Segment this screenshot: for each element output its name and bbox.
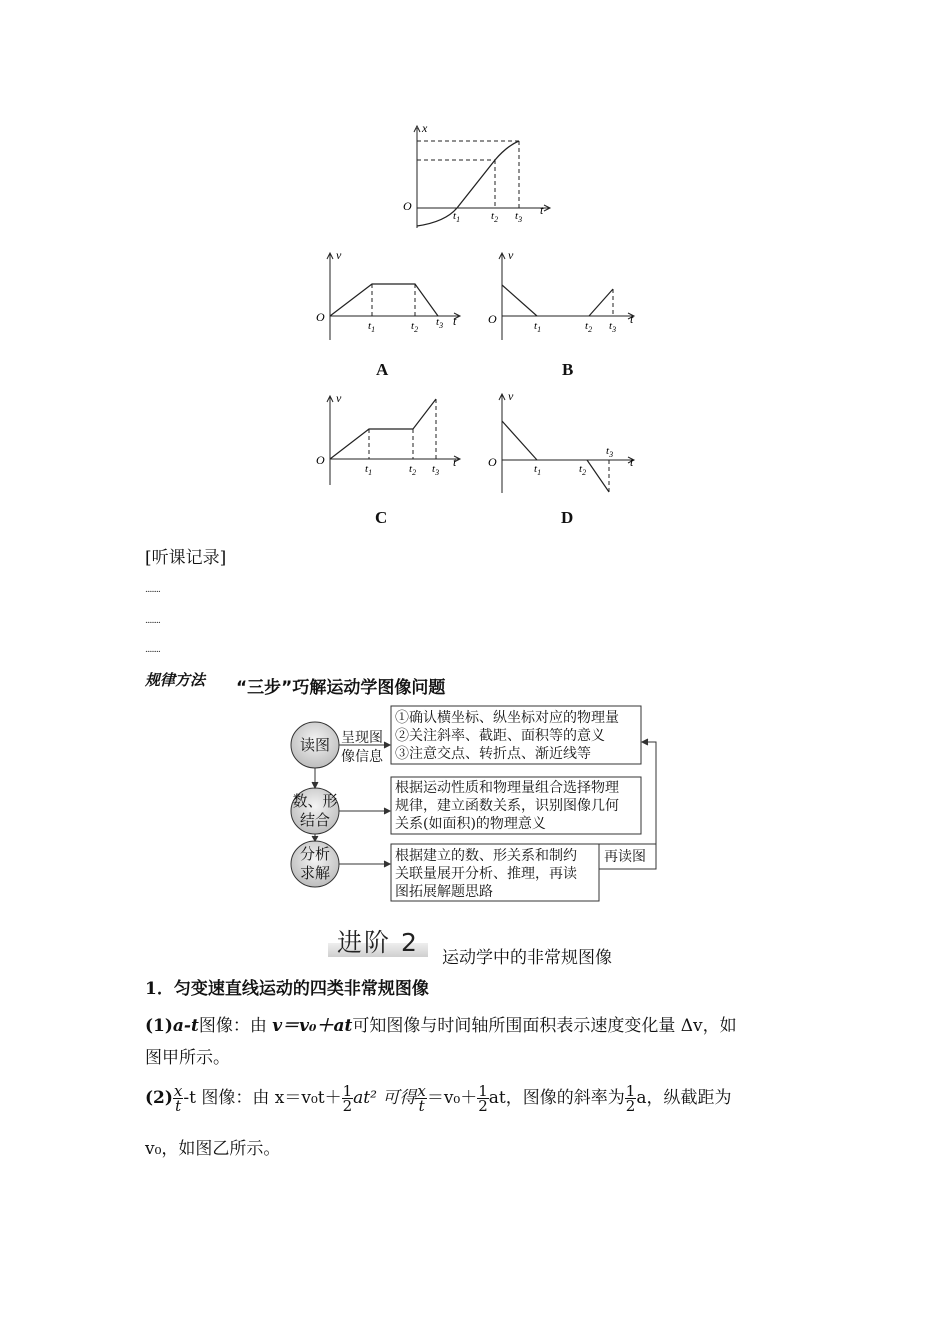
- svg-text:t: t: [453, 455, 457, 469]
- step1-box-line-3: ③注意交点、转折点、渐近线等: [395, 746, 591, 762]
- notes-line-2[interactable]: ........: [145, 616, 160, 626]
- graph-b-line-2: [589, 289, 613, 316]
- notes-line-3[interactable]: ........: [145, 645, 160, 655]
- svg-text:v: v: [508, 389, 514, 403]
- paragraph-2: (2) $\frac{x}{t}$ -t 图像：由 x＝v₀t＋ $\frac{1}{2}$ at² 可得 $\frac{x}{t}$ ＝v₀＋ $\frac{1}{2}$ at，图像的斜率为 $\frac{1}{2}$ a，纵截距为: [145, 1082, 732, 1115]
- option-d-label: D: [561, 508, 574, 527]
- svg-text:t2: $t_2$: [409, 463, 417, 477]
- svg-text:t1: $t_1$: [534, 463, 542, 477]
- svg-text:t: t: [453, 314, 457, 328]
- step2-circle-label-2: 结合: [299, 811, 330, 829]
- graph-a-line: [330, 284, 438, 316]
- step2-box-line-3: 关系(如面积)的物理意义: [395, 816, 546, 832]
- svg-text:v: v: [336, 248, 342, 262]
- xt-axis-t-label: t: [540, 203, 544, 217]
- svg-text:O: O: [316, 453, 325, 467]
- svg-text:t3: $t_3$: [609, 320, 617, 334]
- step2-box-line-2: 规律，建立函数关系，识别图像几何: [395, 798, 619, 814]
- step1-mid-label-2: 像信息: [341, 749, 383, 765]
- graph-d-line-1: [502, 421, 537, 460]
- svg-text:O: O: [316, 310, 325, 324]
- svg-text:t3: $t_3$: [432, 463, 440, 477]
- notes-label: [听课记录]: [145, 548, 227, 568]
- section-title: 运动学中的非常规图像: [442, 948, 612, 968]
- option-b-label: B: [562, 360, 574, 379]
- svg-text:v: v: [508, 248, 514, 262]
- graph-a: [310, 245, 470, 345]
- paragraph-1: (1)a-t图像：由 v＝v₀＋at可知图像与时间轴所围面积表示速度变化量 Δv，如 图甲所示。: [145, 1016, 737, 1068]
- section-badge: 进阶 2: [337, 928, 419, 957]
- step1-circle-label: 读图: [299, 736, 330, 754]
- svg-text:O: O: [488, 455, 497, 469]
- svg-text:v: v: [336, 391, 342, 405]
- svg-text:t: t: [630, 455, 634, 469]
- svg-text:t: t: [630, 312, 634, 326]
- step1-box-line-1: ①确认横坐标、纵坐标对应的物理量: [395, 710, 619, 726]
- svg-text:t1: $t_1$: [534, 320, 542, 334]
- xt-curve: [417, 141, 519, 226]
- graph-d: [482, 388, 642, 498]
- xt-tick-t1: $t_1$: [453, 210, 461, 224]
- svg-text:t2: $t_2$: [411, 320, 419, 334]
- graph-c-line: [330, 399, 436, 459]
- svg-text:t3: $t_3$: [606, 445, 614, 459]
- svg-text:t2: $t_2$: [585, 320, 593, 334]
- step3-circle-label-2: 求解: [299, 864, 330, 882]
- graph-d-line-2: [587, 460, 609, 492]
- method-tag: 规律方法: [145, 671, 206, 689]
- graph-c: [310, 390, 470, 490]
- method-title: “三步”巧解运动学图像问题: [236, 678, 446, 698]
- step3-box-line-2: 关联量展开分析、推理，再读: [395, 866, 577, 882]
- svg-text:t1: $t_1$: [368, 320, 376, 334]
- step2-circle-label-1: 数、形: [292, 792, 338, 810]
- svg-text:O: O: [488, 312, 497, 326]
- graph-b-line-1: [502, 285, 537, 316]
- option-c-label: C: [375, 508, 388, 527]
- step1-mid-label-1: 呈现图: [341, 730, 383, 746]
- svg-text:t2: $t_2$: [579, 463, 587, 477]
- step3-box-line-3: 图拓展解题思路: [395, 884, 493, 900]
- step2-box-line-1: 根据运动性质和物理量组合选择物理: [395, 780, 619, 796]
- heading-1: 1．匀变速直线运动的四类非常规图像: [145, 979, 429, 999]
- step3-circle-label-1: 分析: [299, 845, 330, 863]
- paragraph-2-line-2: v₀，如图乙所示。: [145, 1139, 281, 1159]
- xt-tick-t3: $t_3$: [515, 210, 523, 224]
- svg-text:t3: $t_3$: [436, 316, 444, 330]
- reread-label: 再读图: [604, 849, 646, 865]
- svg-text:t1: $t_1$: [365, 463, 373, 477]
- option-a-label: A: [376, 360, 389, 379]
- xt-graph: [395, 118, 560, 238]
- notes-line-1[interactable]: ........: [145, 585, 160, 595]
- graph-b: [482, 245, 642, 345]
- xt-axis-x-label: x: [422, 121, 428, 135]
- xt-tick-t2: $t_2$: [491, 210, 499, 224]
- step3-box-line-1: 根据建立的数、形关系和制约: [395, 848, 577, 864]
- step1-box-line-2: ②关注斜率、截距、面积等的意义: [395, 728, 605, 744]
- xt-origin: O: [403, 199, 412, 213]
